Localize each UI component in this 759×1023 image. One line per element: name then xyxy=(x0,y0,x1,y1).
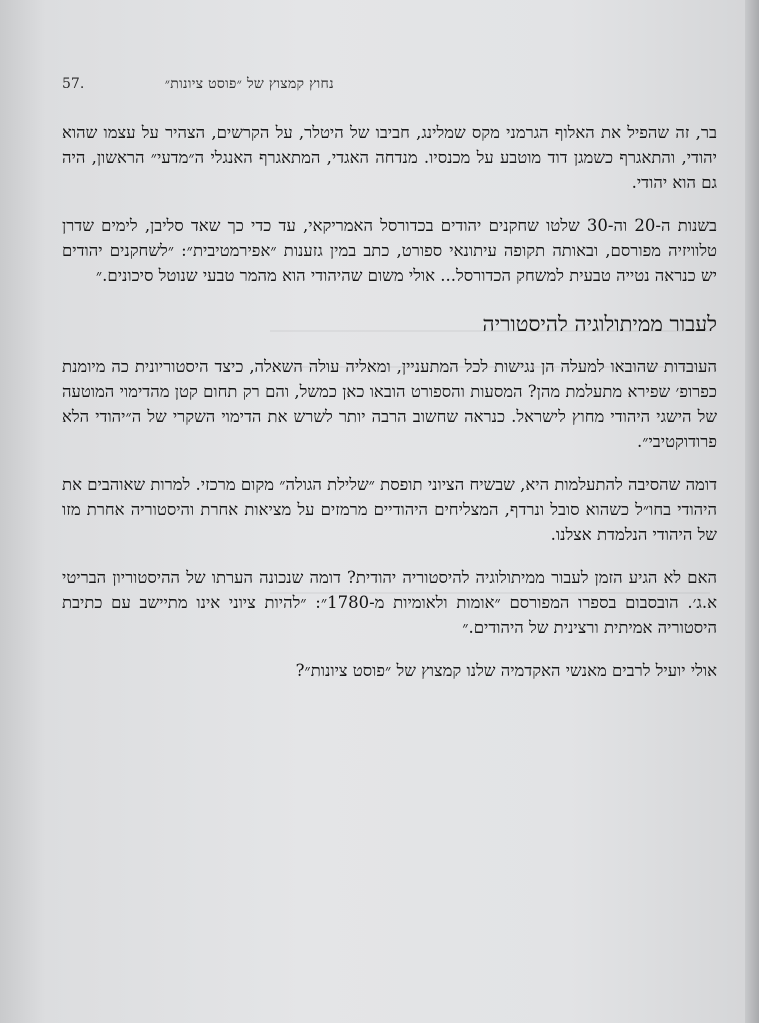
paragraph-3: העובדות שהובאו למעלה הן נגישות לכל המתעניין, ומאליה עולה השאלה, כיצד היסטוריונית כה מיומנת כפרופ׳ שפירא מתעלמת מהן? המסעות והספורט הובאו כאן כמשל, והם רק תחום קטן מהדימוי המוטעה של הישגי היהודי מחוץ לישראל. כנראה שחשוב הרבה יותר לשרש את הדימוי השקרי של ה״יהודי הלא פרודוקטיבי״. xyxy=(62,357,717,451)
section-heading: לעבור ממיתולוגיה להיסטוריה xyxy=(482,312,717,336)
page-gutter-shadow xyxy=(745,0,759,1023)
paragraph-4: דומה שהסיבה להתעלמות היא, שבשיח הציוני תופסת ״שלילת הגולה״ מקום מרכזי. למרות שאוהבים את היהודי בחו״ל כשהוא סובל ונרדף, המצליחים היהודיים מרמזים על מציאות אחרת והיסטוריה אחרת מזו של היהודי הנלמדת אצלנו. xyxy=(62,475,718,544)
paragraph-6: אולי יועיל לרבים מאנשי האקדמיה שלנו קמצוץ של ״פוסט ציונות״? xyxy=(295,661,717,680)
main-text xyxy=(62,120,717,701)
running-header xyxy=(0,76,759,96)
paragraph-5: האם לא הגיע הזמן לעבור ממיתולוגיה להיסטוריה יהודית? דומה שנכונה הערתו של ההיסטוריון הבריטי א.ג׳. הובסבום בספרו המפורסם ״אומות ולאומיות מ-1780״: ״להיות ציוני אינו מתיישב עם כתיבת היסטוריה אמיתית ורצינית של היהודים.״ xyxy=(62,568,717,637)
paragraph-2: בשנות ה-20 וה-30 שלטו שחקנים יהודים בכדורסל האמריקאי, עד כדי כך שאד סליבן, לימים שדרן טלוויזיה מפורסם, ובאותה תקופה עיתונאי ספורט, כתב במין גזענות ״אפירמטיבית״: ״לשחקנים יהודים יש כנראה נטייה טבעית למשחק הכדורסל... אולי משום שהיהודי הוא מהמר טבעי שנוטל סיכונים.״ xyxy=(62,216,717,285)
page-number: 57. xyxy=(62,76,85,92)
header-title: נחוץ קמצוץ של ״פוסט ציונות״ xyxy=(164,76,334,92)
paragraph-1: בר, זה שהפיל את האלוף הגרמני מקס שמלינג, חביבו של היטלר, על הקרשים, הצהיר על עצמו שהוא יהודי, והתאגרף כשמגן דוד מוטבע על מכנסיו. מנדחה האגדי, המתאגרף האנגלי ה״מדעי״ הראשון, היה גם הוא יהודי. xyxy=(62,123,717,192)
